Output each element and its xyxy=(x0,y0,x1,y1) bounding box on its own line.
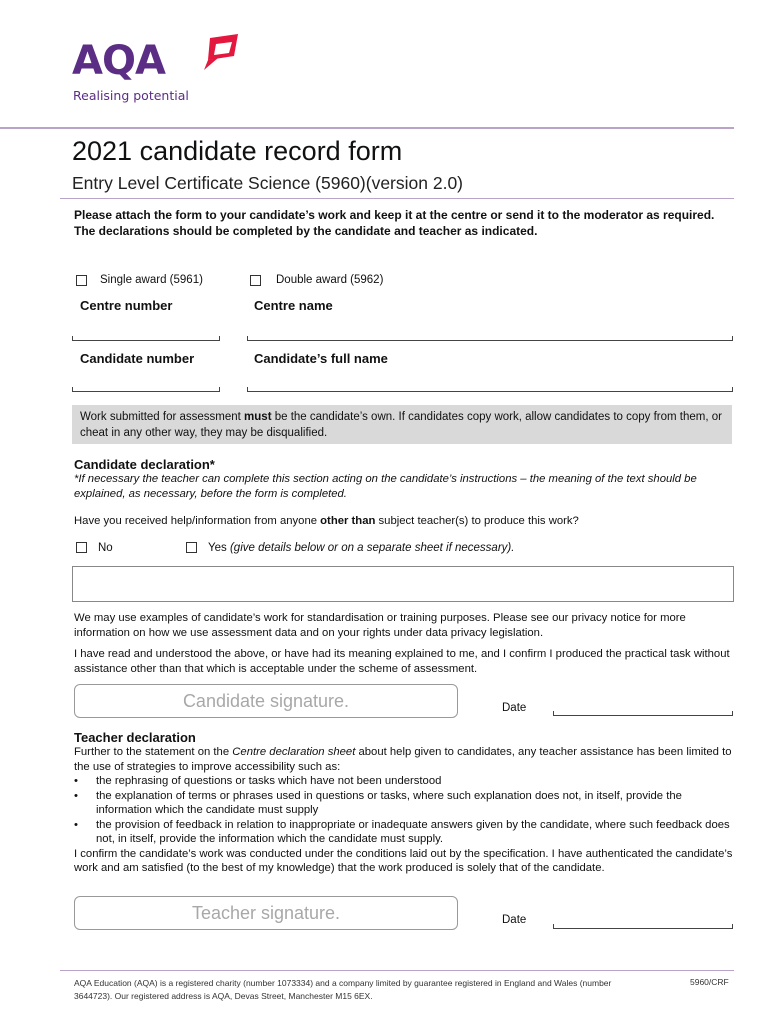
field-tick xyxy=(732,711,733,716)
candidate-number-label: Candidate number xyxy=(80,351,195,366)
teacher-declaration-body xyxy=(74,745,734,876)
teacher-confirmation: I confirm the candidate’s work was conducted under the conditions laid out by the specification. I have authenticated the candidate’s work and am satisfied (to the best of my knowledge) that the work produced is solely that of the candidate. xyxy=(74,847,733,874)
help-yes-note: (give details below or on a separate sheet if necessary). xyxy=(229,542,515,554)
notice-text-bold: must xyxy=(244,411,272,423)
teacher-declaration-intro xyxy=(74,745,734,774)
form-code: 5960/CRF xyxy=(690,977,729,987)
list-item: • the rephrasing of questions or tasks which have not been understood xyxy=(96,774,734,789)
help-no-label: No xyxy=(98,542,113,554)
candidate-confirmation: I have read and understood the above, or have had its meaning explained to me, and I confirm I produced the practical task without assistance other than that which is acceptable under the scheme of assessment. xyxy=(74,648,730,675)
field-tick xyxy=(247,387,248,392)
help-yes-text: Yes xyxy=(208,542,230,554)
list-item: • the provision of feedback in relation to inappropriate or inadequate answers given by the candidate, where such feedback does not, in itself, provide the information which the candidate must supply. xyxy=(96,818,734,847)
logo-flag-icon xyxy=(204,34,242,70)
help-details-textarea[interactable] xyxy=(72,566,734,602)
logo-tagline: Realising potential xyxy=(73,88,189,103)
teacher-intro-after: about help given to candidates, any teacher assistance has been limited to the use of strategies to improve accessibility such as: xyxy=(74,746,732,773)
candidate-full-name-field[interactable] xyxy=(247,391,733,392)
help-question xyxy=(74,514,734,529)
list-item: • the explanation of terms or phrases used in questions or tasks, where such explanation does not, in itself, provide the information which the candidate must supply xyxy=(96,789,734,818)
double-award-label: Double award (5962) xyxy=(276,274,384,286)
logo-wordmark: AQA xyxy=(72,38,165,84)
candidate-date-field[interactable] xyxy=(553,715,733,716)
page-title: 2021 candidate record form xyxy=(72,136,403,166)
help-yes-label xyxy=(208,542,514,554)
notice-text-after: be the candidate’s own. If candidates copy work, allow candidates to copy from them, or cheat in any other way, they may be disqualified. xyxy=(80,411,722,439)
centre-name-field[interactable] xyxy=(247,340,733,341)
single-award-checkbox[interactable] xyxy=(76,275,87,286)
candidate-declaration-note: *If necessary the teacher can complete this section acting on the candidate’s instructions – the meaning of the text should be explained, as necessary, before the form is completed. xyxy=(74,473,697,500)
candidate-declaration-heading: Candidate declaration* xyxy=(74,457,215,472)
field-tick xyxy=(247,336,248,341)
footer-rule xyxy=(60,970,734,971)
page-subtitle: Entry Level Certificate Science (5960)(version 2.0) xyxy=(72,173,464,193)
field-tick xyxy=(732,924,733,929)
single-award-label: Single award (5961) xyxy=(100,274,203,286)
field-tick xyxy=(732,336,733,341)
field-tick xyxy=(553,711,554,716)
title-rule xyxy=(60,198,734,199)
help-no-checkbox[interactable] xyxy=(76,542,87,553)
privacy-notice: We may use examples of candidate’s work for standardisation or training purposes. Please see our privacy notice for more information on how we use assessment data and on your rights under data privacy legislation. xyxy=(74,612,686,639)
field-tick xyxy=(219,336,220,341)
candidate-full-name-label: Candidate’s full name xyxy=(254,351,388,366)
field-tick xyxy=(732,387,733,392)
help-question-after: subject teacher(s) to produce this work? xyxy=(375,515,579,527)
candidate-date-label: Date xyxy=(502,702,527,714)
aqa-logo xyxy=(72,34,242,106)
candidate-number-field[interactable] xyxy=(72,391,220,392)
field-tick xyxy=(219,387,220,392)
notice-text-before: Work submitted for assessment xyxy=(80,411,245,423)
field-tick xyxy=(72,336,73,341)
teacher-signature-field[interactable]: Teacher signature. xyxy=(74,896,458,930)
assistance-list xyxy=(74,774,734,847)
teacher-date-label: Date xyxy=(502,914,527,926)
centre-number-label: Centre number xyxy=(80,298,173,313)
centre-number-field[interactable] xyxy=(72,340,220,341)
footer-text: AQA Education (AQA) is a registered charity (number 1073334) and a company limited by guarantee registered in England and Wales (number 3644723). Our registered address is AQA, Devas Street, Manchester M15 6EX. xyxy=(74,978,612,1001)
help-question-before: Have you received help/information from anyone xyxy=(74,515,321,527)
plagiarism-notice xyxy=(72,405,732,444)
help-yes-checkbox[interactable] xyxy=(186,542,197,553)
teacher-declaration-heading: Teacher declaration xyxy=(74,730,196,745)
help-question-bold: other than xyxy=(320,515,376,527)
field-tick xyxy=(553,924,554,929)
teacher-intro-before: Further to the statement on the xyxy=(74,746,233,758)
centre-name-label: Centre name xyxy=(254,298,333,313)
header-rule xyxy=(0,127,734,129)
teacher-date-field[interactable] xyxy=(553,928,733,929)
double-award-checkbox[interactable] xyxy=(250,275,261,286)
intro-text: Please attach the form to your candidate’s work and keep it at the centre or send it to the moderator as required. The declarations should be completed by the candidate and teacher as indicated. xyxy=(74,208,715,238)
candidate-signature-field[interactable]: Candidate signature. xyxy=(74,684,458,718)
teacher-intro-italic: Centre declaration sheet xyxy=(232,746,356,758)
field-tick xyxy=(72,387,73,392)
